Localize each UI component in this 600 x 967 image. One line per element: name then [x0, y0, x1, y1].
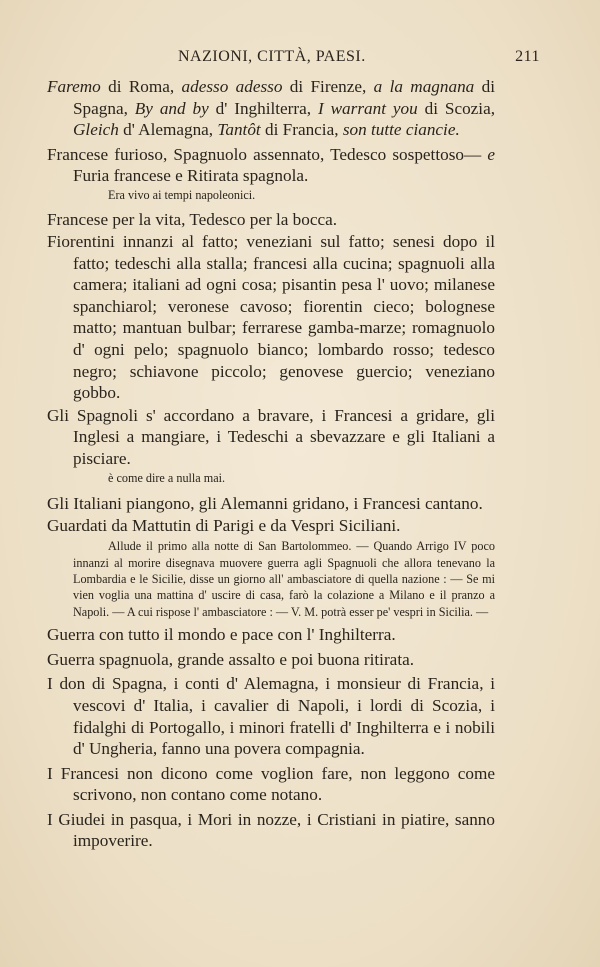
text-run: Francese per la vita, Tedesco per la bocca. [47, 210, 338, 230]
text-run: d' Alemagna, [118, 120, 218, 140]
italic-run: By and by [134, 98, 209, 118]
italic-run: adesso adesso [181, 77, 283, 96]
italic-run: Faremo [47, 77, 101, 96]
italic-run: Tantôt [217, 120, 261, 140]
text-run: Fiorentini innanzi al fatto; veneziani sul fatto; senesi dopo il fatto; tedeschi alla stalla; francesi alla cucina; spagnuoli alla camera; italiani ad ogni cosa; pisantin pesa l' uovo; milanese spanchiarol; veronese cavoso; fiorentin cieco; bolognese matto; mantuan bulbar; ferrarese gamba-marze; romagnuolo d' ogni pelo; spagnuolo bianco; lombardo rosso; tedesco negro; schiavone piccolo; genovese guercio; veneziano gobbo. [47, 231, 495, 403]
text-run: Guerra spagnuola, grande assalto e poi buona ritirata. [47, 649, 415, 669]
proverb-entry [47, 515, 495, 537]
proverb-entry [47, 809, 495, 852]
proverb-entry [47, 673, 495, 759]
text-run: Francese furioso, Spagnuolo assennato, Tedesco sospettoso— [47, 144, 488, 164]
text-run: di Roma, [100, 77, 182, 96]
proverb-entry [47, 231, 495, 404]
italic-run: e [487, 144, 495, 164]
proverb-note: Allude il primo alla notte di San Bartolommeo. — Quando Arrigo IV poco innanzi al morire disegnava muovere guerra agli Spagnuoli che allora tenevano la Lombardia e le Sicilie, disse un giorno all' ambasciatore di quella nazione : — Se mi vien voglia una mattina d' uscire di casa, farò la colazione a Milano e il pranzo a Napoli. — A cui rispose l' ambasciatore : — V. M. potrà esser pe' vespri in Sicilia. — [73, 539, 495, 619]
text-run: Guerra con tutto il mondo e pace con l' Inghilterra. [47, 625, 396, 645]
body-text [47, 76, 495, 852]
text-run: Gli Spagnoli s' accordano a bravare, i Francesi a gridare, gli Inglesi a mangiare, i Tedeschi a sbevazzare e gli Italiani a pisciare. [47, 405, 495, 468]
text-run: I Francesi non dicono come voglion fare, non leggono come scrivono, non contano come notano. [47, 763, 495, 805]
proverb-entry [47, 493, 495, 515]
text-run: Gli Italiani piangono, gli Alemanni gridano, i Francesi cantano. [47, 493, 483, 513]
proverb-entry [47, 144, 495, 187]
text-run: Furia francese e Ritirata spagnola. [73, 166, 309, 186]
text-run: I Giudei in pasqua, i Mori in nozze, i Cristiani in piatire, sanno impoverire. [47, 809, 495, 851]
italic-run: son tutte ciancie. [342, 120, 460, 140]
text-run: di Firenze, [282, 77, 374, 96]
proverb-note: Era vivo ai tempi napoleonici. [108, 187, 256, 202]
running-header [0, 48, 600, 70]
proverb-note: è come dire a nulla mai. [108, 470, 226, 485]
proverb-entry [47, 624, 495, 646]
text-run: I don di Spagna, i conti d' Alemagna, i monsieur di Francia, i vescovi d' Italia, i cavalier di Napoli, i lordi di Scozia, i fidalghi di Portogallo, i minori fratelli d' Inghilterra e i nobili d' Ungheria, fanno una povera compagnia. [47, 674, 495, 759]
proverb-entry [47, 76, 495, 141]
italic-run: I warrant you [317, 98, 418, 118]
proverb-entry [47, 763, 495, 806]
text-run: d' Inghilterra, [208, 98, 318, 118]
proverb-entry [47, 209, 495, 231]
proverb-entry [47, 649, 495, 671]
page-number: 211 [515, 48, 540, 65]
text-run: Guardati da Mattutin di Parigi e da Vespri Siciliani. [47, 515, 401, 535]
italic-run: Gleich [73, 120, 119, 140]
running-title: NAZIONI, CITTÀ, PAESI. [178, 48, 366, 65]
text-run: di Francia, [260, 120, 343, 140]
text-run: di Spagna, [73, 77, 495, 118]
proverb-entry [47, 405, 495, 470]
italic-run: a la magnana [373, 77, 475, 96]
text-run: di Scozia, [417, 98, 495, 118]
